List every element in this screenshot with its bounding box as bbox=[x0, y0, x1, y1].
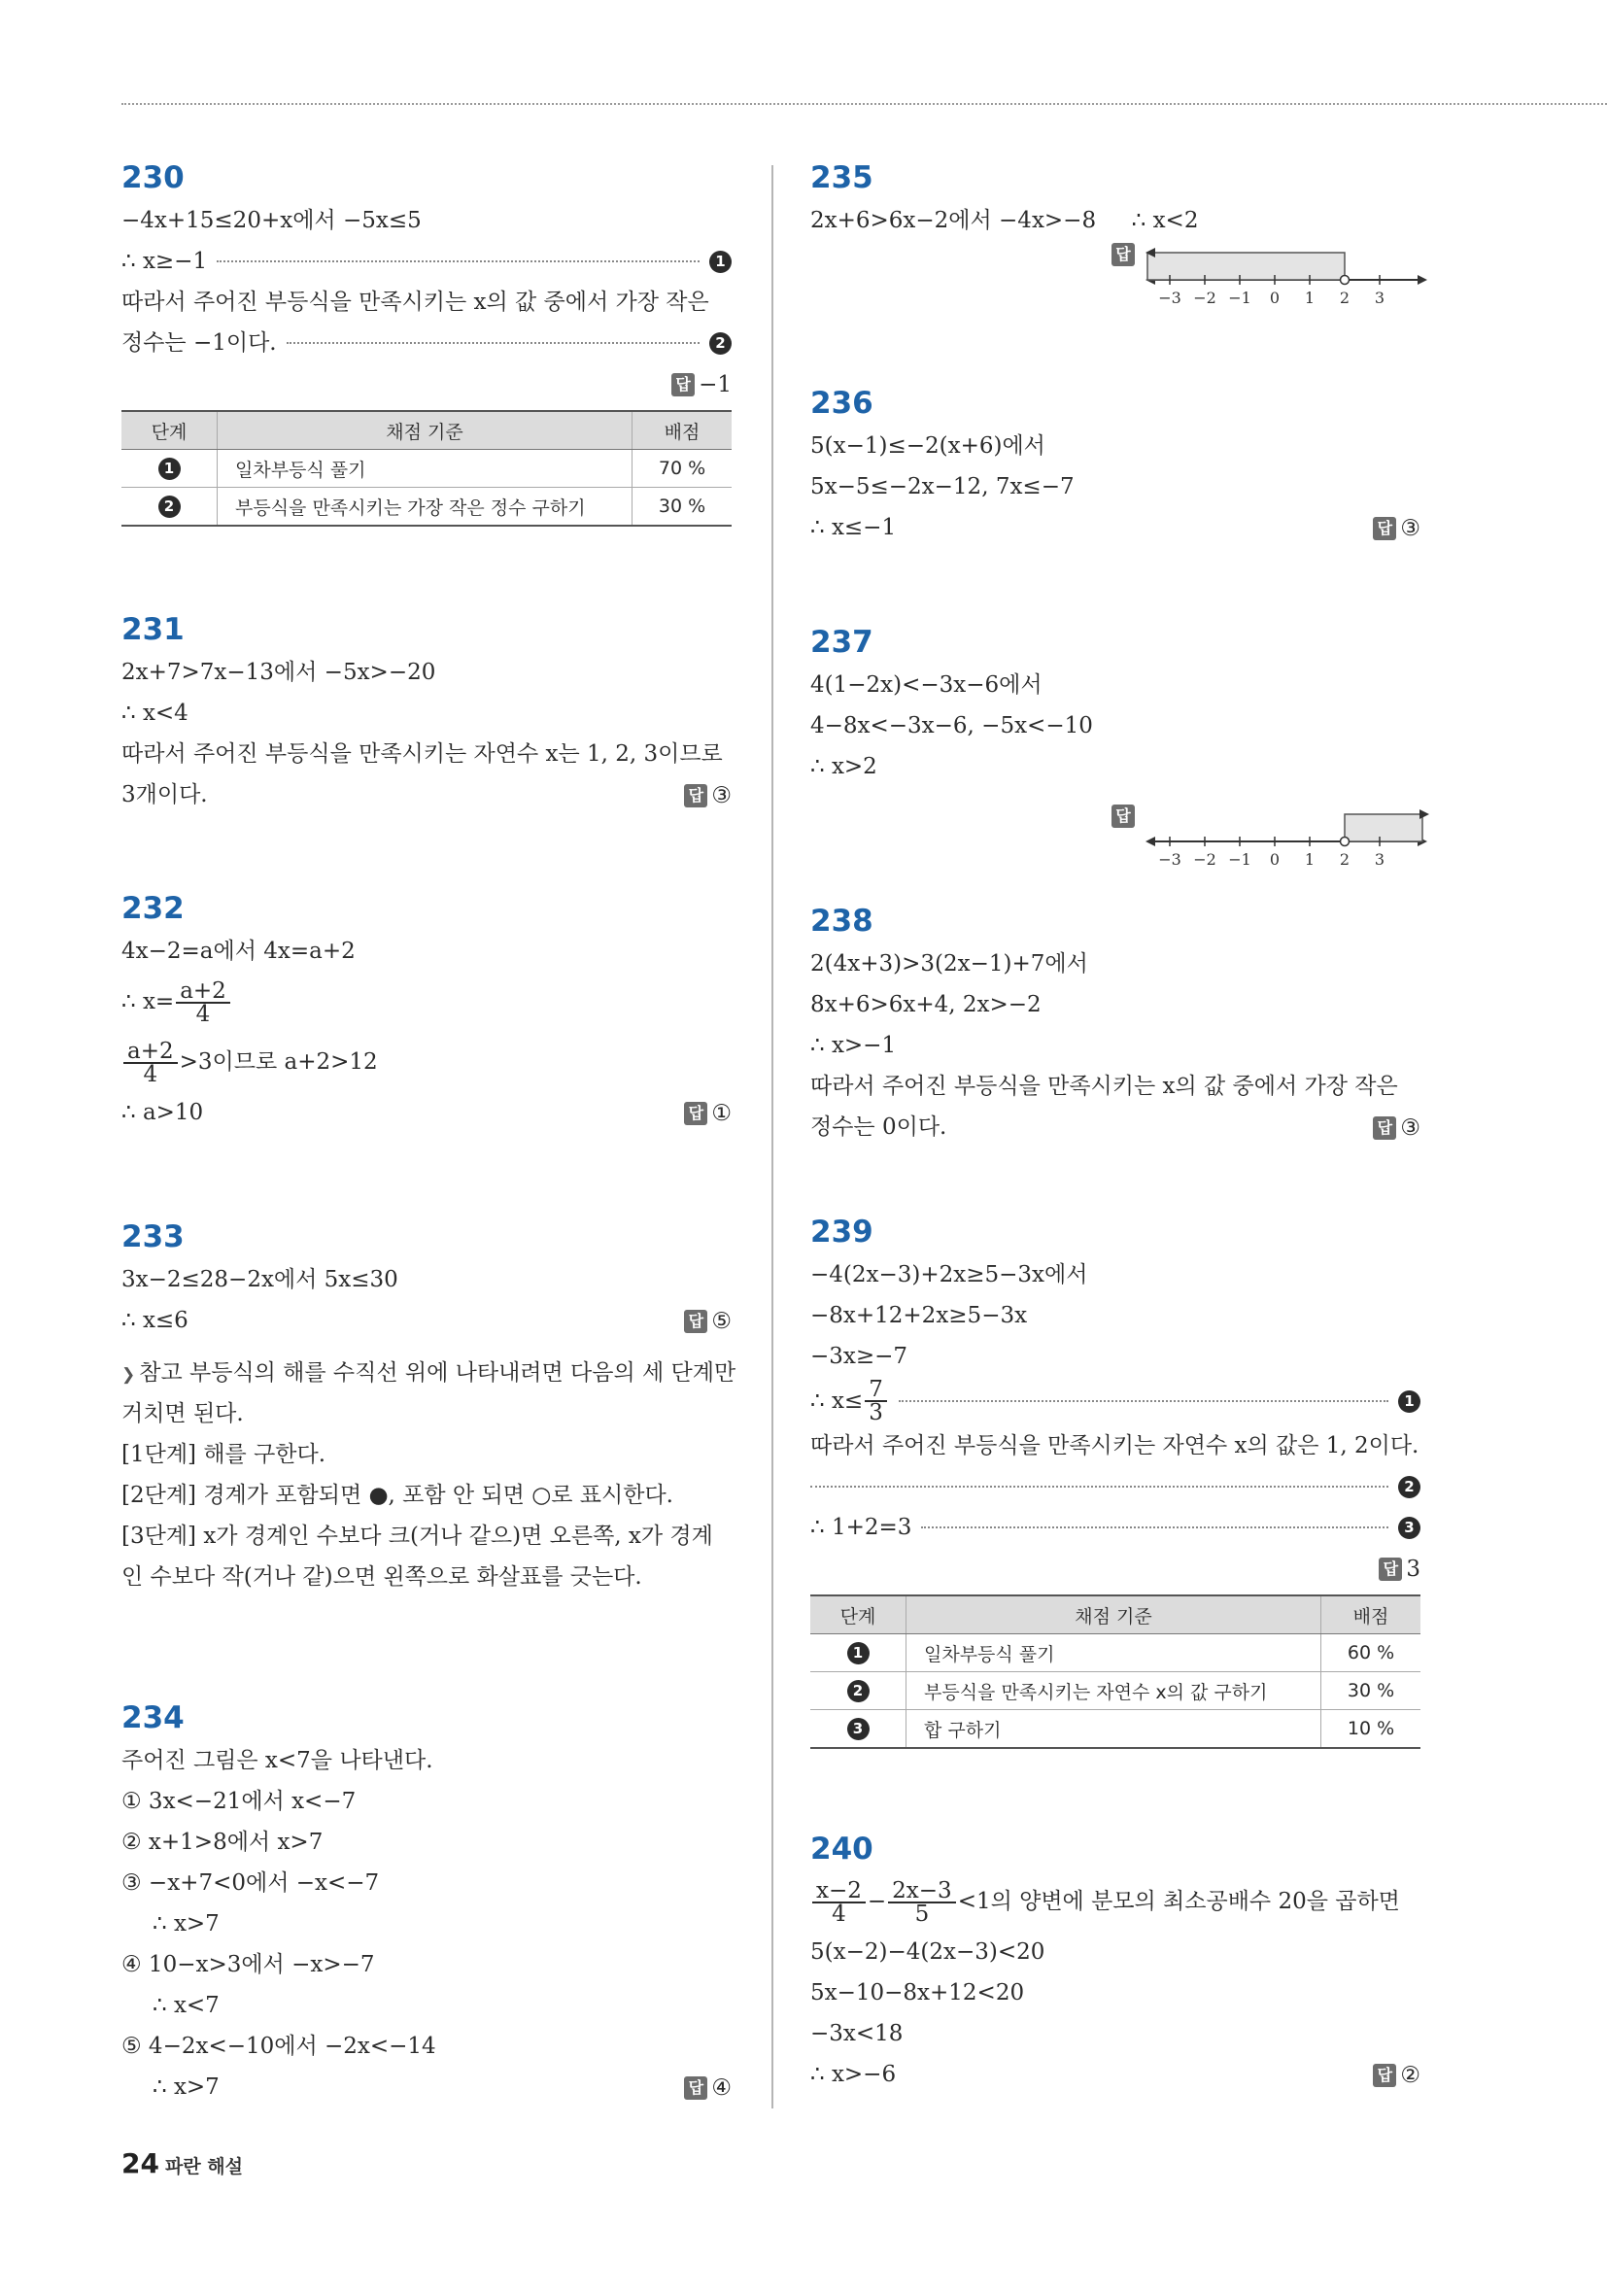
table-row: 1 일차부등식 풀기 60 % bbox=[810, 1634, 1420, 1672]
answer-badge: 답 bbox=[1111, 805, 1135, 828]
solution-region bbox=[1345, 814, 1422, 841]
answer-value: ③ bbox=[711, 783, 732, 808]
step-marker: 1 bbox=[709, 251, 732, 273]
tick-label: −2 bbox=[1193, 289, 1216, 307]
leader-dots bbox=[810, 1486, 1388, 1488]
solution-line: 5x−10−8x+12<20 bbox=[810, 1980, 1025, 2005]
option-line: ① 3x<−21에서 x<−7 bbox=[121, 1789, 357, 1814]
fraction: $\frac{x-2}{4}$ bbox=[812, 1880, 866, 1925]
axis-arrow-right bbox=[1418, 275, 1427, 285]
table-header: 배점 bbox=[633, 411, 733, 450]
fraction: $\frac{7}{3}$ bbox=[865, 1379, 887, 1423]
tick-label: 2 bbox=[1339, 289, 1351, 307]
answer-value: 3 bbox=[1406, 1557, 1420, 1582]
tick-label: 3 bbox=[1374, 850, 1385, 869]
solution-line: 정수는 0이다. 답 ③ bbox=[810, 1107, 1420, 1148]
step-marker: 2 bbox=[1398, 1476, 1420, 1498]
solution-line: 2(4x+3)>3(2x−1)+7에서 bbox=[810, 951, 1088, 977]
solution-line: 4−8x<−3x−6, −5x<−10 bbox=[810, 713, 1093, 738]
note-line: 인 수보다 작(거나 같)으면 왼쪽으로 화살표를 긋는다. bbox=[121, 1564, 642, 1590]
step-marker: 2 bbox=[709, 332, 732, 355]
answer bbox=[121, 363, 732, 404]
solution-line: 정수는 −1이다. 2 bbox=[121, 323, 732, 363]
step-marker: 1 bbox=[847, 1642, 870, 1664]
solution-line: 3x−2≤28−2x에서 5x≤30 bbox=[121, 1267, 398, 1292]
table-row: 2 부등식을 만족시키는 자연수 x의 값 구하기 30 % bbox=[810, 1672, 1420, 1710]
solution-line: −8x+12+2x≥5−3x bbox=[810, 1303, 1028, 1328]
table-header: 채점 기준 bbox=[218, 411, 633, 450]
grading-table bbox=[121, 410, 732, 527]
answer-value: ② bbox=[1400, 2063, 1420, 2088]
answer bbox=[684, 1092, 732, 1134]
top-dotted-rule bbox=[121, 103, 1607, 105]
problem-number: 239 bbox=[810, 1215, 873, 1250]
number-line-answer bbox=[810, 803, 1420, 871]
solution-line: 따라서 주어진 부등식을 만족시키는 x의 값 중에서 가장 작은 bbox=[810, 1074, 1398, 1099]
problem-number: 231 bbox=[121, 612, 185, 647]
leader-dots bbox=[899, 1400, 1388, 1402]
solution-line: ∴ x≥−1 1 bbox=[121, 241, 732, 282]
problem-235 bbox=[810, 155, 1420, 309]
option-line: ③ −x+7<0에서 −x<−7 bbox=[121, 1870, 380, 1896]
problem-number: 240 bbox=[810, 1832, 873, 1867]
step-marker: 2 bbox=[158, 496, 181, 518]
tick-label: 1 bbox=[1304, 850, 1316, 869]
step-marker: 3 bbox=[1398, 1517, 1420, 1539]
solution-line: 따라서 주어진 부등식을 만족시키는 자연수 x의 값은 1, 2이다. bbox=[810, 1433, 1419, 1458]
table-header: 단계 bbox=[810, 1595, 906, 1634]
problem-232 bbox=[121, 886, 732, 1133]
step-marker: 1 bbox=[158, 458, 181, 480]
tick-label: −1 bbox=[1228, 850, 1251, 869]
leader-dots bbox=[921, 1526, 1388, 1528]
solution-line: 5(x−2)−4(2x−3)<20 bbox=[810, 1939, 1045, 1965]
option-line: ⑤ 4−2x<−10에서 −2x<−14 bbox=[121, 2034, 436, 2059]
solution-line: 따라서 주어진 부등식을 만족시키는 x의 값 중에서 가장 작은 bbox=[121, 290, 709, 315]
leader-dots bbox=[217, 260, 700, 262]
fraction: $\frac{a+2}{4}$ bbox=[123, 1041, 178, 1085]
solution-line: ∴ x>2 bbox=[810, 754, 877, 779]
problem-231 bbox=[121, 607, 732, 815]
problem-number: 232 bbox=[121, 891, 185, 926]
option-line: ∴ x>7 bbox=[153, 1911, 220, 1936]
answer bbox=[1373, 2054, 1420, 2096]
option-line: ∴ x<7 bbox=[153, 1993, 220, 2018]
boundary-point bbox=[1341, 276, 1350, 285]
solution-line: ∴ x>−6 답 ② bbox=[810, 2054, 1420, 2095]
number-line-answer bbox=[810, 241, 1420, 309]
tick-label: −1 bbox=[1228, 289, 1251, 307]
problem-230 bbox=[121, 155, 732, 527]
answer-value: ③ bbox=[1400, 516, 1420, 541]
solution-line: 2x+6>6x−2에서 −4x>−8 ∴ x<2 bbox=[810, 208, 1199, 233]
answer bbox=[684, 774, 732, 816]
answer bbox=[684, 1300, 732, 1342]
answer-value: ① bbox=[711, 1101, 732, 1126]
problem-number: 230 bbox=[121, 160, 185, 195]
fraction: $\frac{a+2}{4}$ bbox=[176, 980, 230, 1025]
answer-badge: 답 bbox=[684, 1102, 707, 1125]
page-footer bbox=[121, 2147, 243, 2179]
note-arrow-icon: ❯ bbox=[121, 1365, 136, 1385]
answer-value: −1 bbox=[699, 372, 732, 397]
leader-dots bbox=[287, 342, 700, 344]
answer-badge: 답 bbox=[1379, 1558, 1402, 1581]
solution-line: ∴ x>−1 bbox=[810, 1033, 897, 1058]
step-marker: 2 bbox=[847, 1680, 870, 1702]
solution-line: $\frac{x-2}{4}$ − $\frac{2x-3}{5}$ <1의 양변에 분모의 최소공배수 20을 곱하면 bbox=[810, 1871, 1420, 1932]
solution-line: 4(1−2x)<−3x−6에서 bbox=[810, 672, 1043, 698]
tick-label: −3 bbox=[1158, 850, 1181, 869]
problem-236 bbox=[810, 381, 1420, 548]
tick-label: 1 bbox=[1304, 289, 1316, 307]
answer bbox=[810, 1548, 1420, 1589]
page-number: 24 bbox=[121, 2147, 159, 2179]
tick-label: 3 bbox=[1374, 289, 1385, 307]
note-line: [1단계] 해를 구한다. bbox=[121, 1442, 326, 1467]
tick-label: −3 bbox=[1158, 289, 1181, 307]
grading-table bbox=[810, 1594, 1420, 1749]
problem-233 bbox=[121, 1215, 736, 1597]
problem-240 bbox=[810, 1827, 1420, 2095]
solution-line: 8x+6>6x+4, 2x>−2 bbox=[810, 992, 1042, 1017]
answer-badge: 답 bbox=[671, 373, 695, 396]
answer-badge: 답 bbox=[1373, 1116, 1396, 1140]
solution-line: −3x≥−7 bbox=[810, 1344, 908, 1369]
solution-line: 3개이다. 답 ③ bbox=[121, 774, 732, 815]
answer-badge: 답 bbox=[684, 784, 707, 807]
solution-line: ∴ x= $\frac{a+2}{4}$ bbox=[121, 972, 732, 1032]
solution-line: −4x+15≤20+x에서 −5x≤5 bbox=[121, 208, 422, 233]
problem-238 bbox=[810, 899, 1420, 1148]
answer bbox=[684, 2067, 732, 2108]
solution-line: 5x−5≤−2x−12, 7x≤−7 bbox=[810, 474, 1075, 499]
answer-badge: 답 bbox=[1373, 517, 1396, 540]
table-header: 채점 기준 bbox=[906, 1595, 1321, 1634]
table-row: 2 부등식을 만족시키는 가장 작은 정수 구하기 30 % bbox=[121, 488, 732, 527]
solution-line: 4x−2=a에서 4x=a+2 bbox=[121, 939, 356, 964]
solution-line: $\frac{a+2}{4}$ >3이므로 a+2>12 bbox=[121, 1032, 732, 1092]
option-line: ∴ x>7 답 ④ bbox=[121, 2067, 732, 2108]
problem-number: 235 bbox=[810, 160, 873, 195]
solution-arrow bbox=[1419, 809, 1429, 819]
step-marker: 3 bbox=[847, 1718, 870, 1740]
answer-badge: 답 bbox=[1373, 2064, 1396, 2087]
answer-value: ⑤ bbox=[711, 1309, 732, 1334]
solution-region bbox=[1147, 253, 1345, 280]
problem-number: 237 bbox=[810, 625, 873, 660]
fraction: $\frac{2x-3}{5}$ bbox=[888, 1880, 956, 1925]
solution-line: ∴ a>10 답 ① bbox=[121, 1092, 732, 1133]
table-header: 배점 bbox=[1321, 1595, 1421, 1634]
axis-arrow-left bbox=[1145, 837, 1155, 846]
solution-line: ∴ x<4 bbox=[121, 701, 188, 726]
solution-line: 따라서 주어진 부등식을 만족시키는 자연수 x는 1, 2, 3이므로 bbox=[121, 741, 723, 767]
solution-line bbox=[810, 1466, 1420, 1507]
note-line: 거치면 된다. bbox=[121, 1401, 244, 1426]
solution-line: ∴ x≤ $\frac{7}{3}$ 1 bbox=[810, 1377, 1420, 1425]
solution-line: ∴ x≤6 답 ⑤ bbox=[121, 1300, 732, 1341]
tick-label: −2 bbox=[1193, 850, 1216, 869]
problem-237 bbox=[810, 620, 1420, 871]
tick-label: 0 bbox=[1269, 289, 1281, 307]
step-marker: 1 bbox=[1398, 1390, 1420, 1413]
solution-line: 주어진 그림은 x<7을 나타낸다. bbox=[121, 1748, 433, 1773]
problem-number: 234 bbox=[121, 1700, 185, 1735]
note-line: [2단계] 경계가 포함되면 ●, 포함 안 되면 ○로 표시한다. bbox=[121, 1483, 673, 1508]
problem-234 bbox=[121, 1696, 732, 2108]
answer-value: ③ bbox=[1400, 1115, 1420, 1141]
problem-239 bbox=[810, 1210, 1420, 1749]
note-line: ❯ 참고 부등식의 해를 수직선 위에 나타내려면 다음의 세 단계만 bbox=[121, 1353, 732, 1393]
solution-line: ∴ x≤−1 답 ③ bbox=[810, 507, 1420, 548]
book-title: 파란 해설 bbox=[164, 2156, 243, 2177]
number-line bbox=[1145, 803, 1437, 871]
table-row: 1 일차부등식 풀기 70 % bbox=[121, 450, 732, 488]
problem-number: 238 bbox=[810, 904, 873, 939]
tick-label: 2 bbox=[1339, 850, 1351, 869]
solution-line: 5(x−1)≤−2(x+6)에서 bbox=[810, 433, 1045, 459]
answer bbox=[1373, 507, 1420, 549]
problem-number: 236 bbox=[810, 386, 873, 421]
solution-line: 2x+7>7x−13에서 −5x>−20 bbox=[121, 660, 436, 685]
solution-line: −4(2x−3)+2x≥5−3x에서 bbox=[810, 1262, 1088, 1287]
answer-badge: 답 bbox=[684, 1310, 707, 1333]
column-divider bbox=[771, 165, 773, 2108]
answer bbox=[1373, 1107, 1420, 1148]
number-line bbox=[1145, 241, 1437, 309]
table-row: 3 합 구하기 10 % bbox=[810, 1710, 1420, 1749]
answer-badge: 답 bbox=[1111, 243, 1135, 266]
note-line: [3단계] x가 경계인 수보다 크(거나 같으)면 오른쪽, x가 경계 bbox=[121, 1524, 713, 1549]
boundary-point bbox=[1341, 838, 1350, 846]
table-header: 단계 bbox=[121, 411, 218, 450]
tick-label: 0 bbox=[1269, 850, 1281, 869]
solution-line: −3x<18 bbox=[810, 2021, 904, 2046]
problem-number: 233 bbox=[121, 1219, 185, 1254]
option-line: ② x+1>8에서 x>7 bbox=[121, 1830, 324, 1855]
answer-value: ④ bbox=[711, 2075, 732, 2101]
option-line: ④ 10−x>3에서 −x>−7 bbox=[121, 1952, 375, 1977]
answer-badge: 답 bbox=[684, 2076, 707, 2100]
solution-line: ∴ 1+2=3 3 bbox=[810, 1507, 1420, 1548]
